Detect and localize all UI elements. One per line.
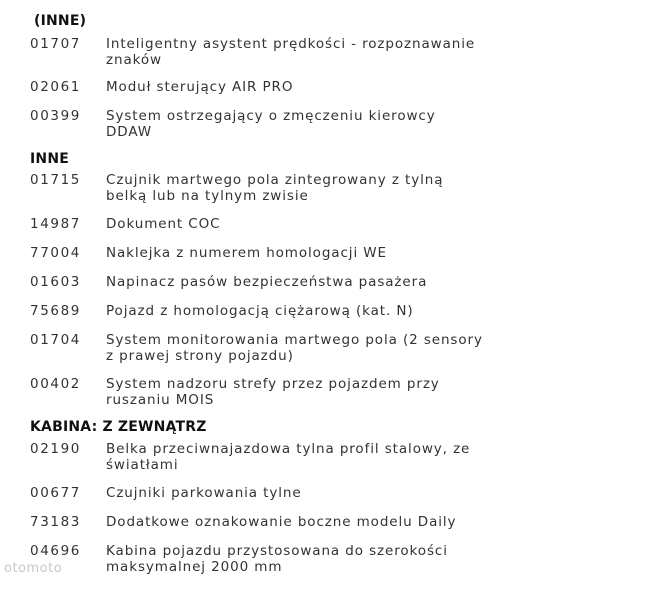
item-code: 01704: [30, 332, 81, 348]
item-code: 14987: [30, 216, 81, 232]
item-description: System monitorowania martwego pola (2 sensory z prawej strony pojazdu): [106, 332, 483, 364]
item-code: 04696: [30, 543, 81, 559]
item-code: 02061: [30, 79, 81, 95]
item-code: 00677: [30, 485, 81, 501]
item-code: 73183: [30, 514, 81, 530]
item-code: 00402: [30, 376, 81, 392]
section-heading: (INNE): [34, 13, 87, 29]
item-description: Dokument COC: [106, 216, 221, 232]
item-code: 75689: [30, 303, 81, 319]
item-description: Czujniki parkowania tylne: [106, 485, 302, 501]
item-description: Kabina pojazdu przystosowana do szerokości maksymalnej 2000 mm: [106, 543, 448, 575]
item-description: Pojazd z homologacją ciężarową (kat. N): [106, 303, 414, 319]
item-description: Dodatkowe oznakowanie boczne modelu Daily: [106, 514, 457, 530]
item-description: Inteligentny asystent prędkości - rozpoznawanie znaków: [106, 36, 476, 68]
section-heading: INNE: [30, 151, 70, 167]
watermark-logo: otomoto: [4, 561, 63, 576]
item-code: 02190: [30, 441, 81, 457]
item-description: System ostrzegający o zmęczeniu kierowcy DDAW: [106, 108, 436, 140]
item-description: Belka przeciwnajazdowa tylna profil stalowy, ze światłami: [106, 441, 471, 473]
item-code: 00399: [30, 108, 81, 124]
item-description: Napinacz pasów bezpieczeństwa pasażera: [106, 274, 428, 290]
item-description: Czujnik martwego pola zintegrowany z tylną belką lub na tylnym zwisie: [106, 172, 444, 204]
item-code: 77004: [30, 245, 81, 261]
section-heading: KABINA: Z ZEWNĄTRZ: [30, 419, 207, 435]
item-description: System nadzoru strefy przez pojazdem przy ruszaniu MOIS: [106, 376, 440, 408]
item-code: 01603: [30, 274, 81, 290]
item-description: Moduł sterujący AIR PRO: [106, 79, 294, 95]
item-code: 01715: [30, 172, 81, 188]
item-code: 01707: [30, 36, 81, 52]
item-description: Naklejka z numerem homologacji WE: [106, 245, 387, 261]
